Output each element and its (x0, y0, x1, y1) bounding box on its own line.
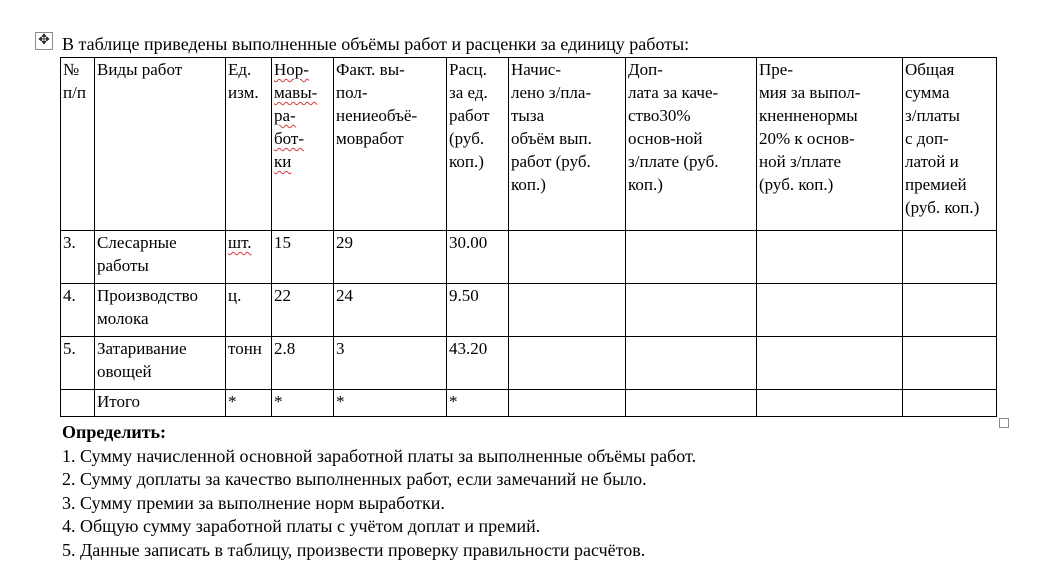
task-item: 5. Данные записать в таблицу, произвести проверку правильности расчётов. (62, 539, 646, 560)
header-cell-accrued (509, 58, 626, 231)
task-item: 2. Сумму доплаты за качество выполненных работ, если замечаний не было. (62, 469, 647, 489)
cell-number (61, 390, 95, 417)
cell-norm: 2.8 (272, 337, 334, 390)
cell-total-sum[interactable] (903, 337, 997, 390)
cell-number: 4. (61, 284, 95, 337)
table-row (61, 337, 997, 390)
cell-norm-premium[interactable] (757, 284, 903, 337)
cell-actual: 24 (334, 284, 447, 337)
cell-norm-premium[interactable] (757, 337, 903, 390)
cell-actual: 3 (334, 337, 447, 390)
table-row (61, 284, 997, 337)
table-resize-handle-icon[interactable] (999, 418, 1009, 428)
cell-unit (226, 231, 272, 284)
cell-rate: 9.50 (447, 284, 509, 337)
cell-total-sum[interactable] (903, 284, 997, 337)
cell-unit: тонн (226, 337, 272, 390)
header-accrued-text: Начис- лено з/пла- тыза объём вып. работ (руб. коп.) (511, 60, 592, 194)
cell-total-sum[interactable] (903, 231, 997, 284)
header-cell-quality-bonus (626, 58, 757, 231)
cell-rate: 43.20 (447, 337, 509, 390)
header-cell-work-type (95, 58, 226, 231)
cell-total-sum[interactable] (903, 390, 997, 417)
cell-number: 5. (61, 337, 95, 390)
cell-norm: 22 (272, 284, 334, 337)
cell-accrued[interactable] (509, 337, 626, 390)
task-title: Определить: (62, 422, 167, 442)
cell-norm-premium[interactable] (757, 390, 903, 417)
cell-unit-text: шт. (228, 233, 252, 252)
cell-accrued[interactable] (509, 390, 626, 417)
header-total-sum-text: Общая сумма з/платы с доп- латой и премией (руб. коп.) (905, 60, 980, 217)
table-total-row (61, 390, 997, 417)
cell-quality-bonus[interactable] (626, 231, 757, 284)
cell-work-type (95, 284, 226, 337)
header-quality-bonus-text: Доп- лата за каче- ство30% основ-ной з/плате (руб. коп.) (628, 60, 719, 194)
header-cell-norm-premium (757, 58, 903, 231)
header-cell-norm (272, 58, 334, 231)
cell-work-type: Итого (95, 390, 226, 417)
cell-quality-bonus[interactable] (626, 284, 757, 337)
header-cell-actual (334, 58, 447, 231)
table-move-handle-icon[interactable]: ✥ (35, 32, 53, 50)
cell-accrued[interactable] (509, 284, 626, 337)
header-cell-unit (226, 58, 272, 231)
cell-quality-bonus[interactable] (626, 390, 757, 417)
header-norm-text: Нор- мавы- ра- бот- ки (274, 60, 318, 171)
header-actual-text: Факт. вы- пол- нениеобъё- мовработ (336, 60, 418, 148)
cell-norm-premium[interactable] (757, 231, 903, 284)
cell-rate: * (447, 390, 509, 417)
intro-text: В таблице приведены выполненные объёмы работ и расценки за единицу работы: (62, 34, 690, 54)
cell-quality-bonus[interactable] (626, 337, 757, 390)
cell-norm: 15 (272, 231, 334, 284)
task-item: 1. Сумму начисленной основной заработной платы за выполненные объёмы работ. (62, 445, 697, 466)
header-rate-text: Расц. за ед. работ (руб. коп.) (449, 60, 490, 171)
cell-accrued[interactable] (509, 231, 626, 284)
cell-unit: * (226, 390, 272, 417)
header-cell-rate (447, 58, 509, 231)
cell-work-type-text: Производство молока (97, 286, 199, 328)
header-number-text: № п/п (63, 60, 86, 102)
cell-unit: ц. (226, 284, 272, 337)
cell-work-type (95, 231, 226, 284)
cell-rate: 30.00 (447, 231, 509, 284)
header-unit-text: Ед. изм. (228, 60, 259, 102)
table-row (61, 231, 997, 284)
task-item: 4. Общую сумму заработной платы с учётом доплат и премий. (62, 516, 541, 536)
cell-norm: * (272, 390, 334, 417)
cell-work-type-text: Затаривание овощей (97, 339, 187, 381)
header-work-type-text: Виды работ (97, 60, 183, 79)
header-norm-premium-text: Пре- мия за выпол- кненненормы 20% к основ- ной з/плате (руб. коп.) (759, 60, 861, 194)
header-cell-total-sum (903, 58, 997, 231)
cell-actual: 29 (334, 231, 447, 284)
table-header-row (61, 58, 997, 231)
cell-work-type (95, 337, 226, 390)
task-item: 3. Сумму премии за выполнение норм выработки. (62, 492, 445, 513)
task-block (62, 421, 696, 562)
cell-number: 3. (61, 231, 95, 284)
header-cell-number (61, 58, 95, 231)
works-table (60, 57, 997, 417)
cell-actual: * (334, 390, 447, 417)
cell-work-type-text: Слесарные работы (97, 233, 177, 275)
